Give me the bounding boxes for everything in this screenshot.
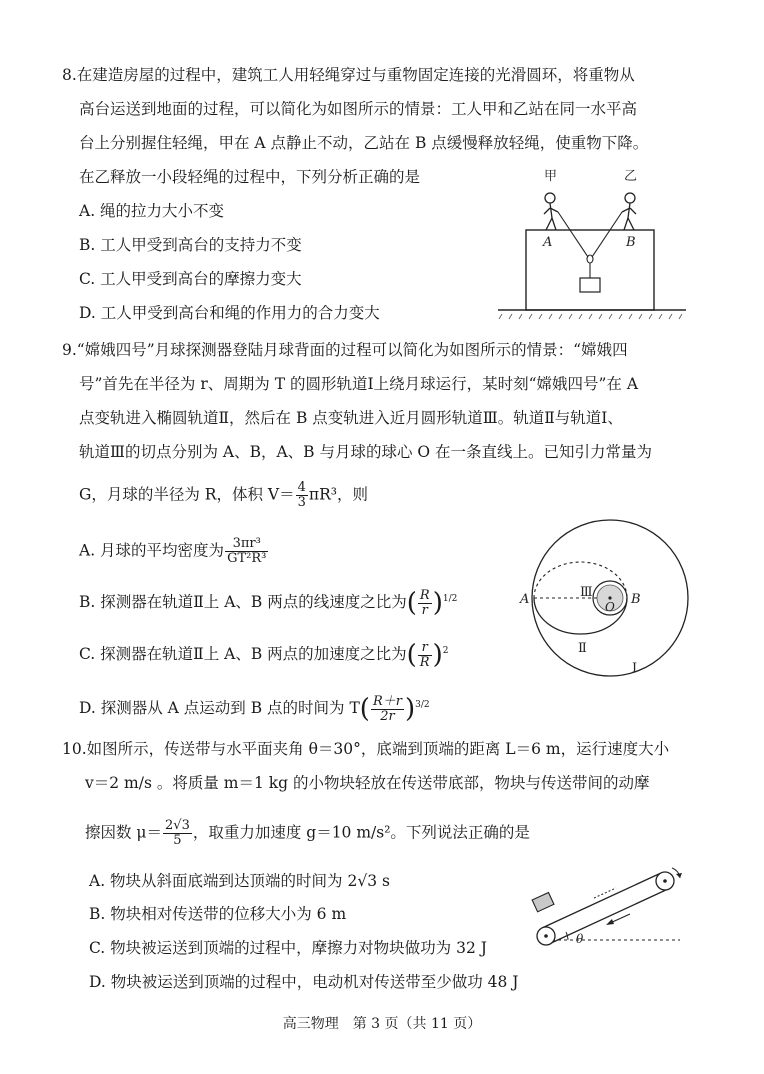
q8-line-3: 台上分别握住轻绳，甲在 A 点静止不动，乙站在 B 点缓慢释放轻绳，使重物下降。	[79, 134, 649, 152]
q8-option-c: C. 工人甲受到高台的摩擦力变大	[79, 270, 302, 288]
q9-line-5	[79, 481, 368, 510]
mu-fraction: $\frac{2√3}{5}$	[165, 818, 190, 848]
label-yi: 乙	[624, 169, 638, 184]
q9-line-5-prefix: G，月球的半径为 R，体积 V＝	[79, 485, 295, 504]
q9-line-4: 轨道Ⅲ的切点分别为 A、B，A、B 与月球的球心 O 在一条直线上。已知引力常量为	[79, 443, 653, 461]
label-orbit-3: Ⅲ	[580, 585, 593, 600]
q8-option-b: B. 工人甲受到高台的支持力不变	[79, 236, 302, 254]
label-orbit-2: Ⅱ	[578, 641, 587, 656]
q10-line-2: v＝2 m/s 。将质量 m＝1 kg 的小物块轻放在传送带底部，物块与传送带间的动摩	[85, 774, 650, 792]
q9-line-1: 9.“嫦娥四号”月球探测器登陆月球背面的过程可以简化为如图所示的情景：“嫦娥四	[62, 341, 628, 359]
label-orbit-1: Ⅰ	[632, 661, 638, 676]
label-theta: θ	[576, 932, 584, 946]
q9-option-c: C. 探测器在轨道Ⅱ上 A、B 两点的加速度之比为( $\frac{r}{R}$ )$^2$	[79, 639, 449, 671]
volume-fraction: $\frac{4}{3}$	[297, 480, 306, 510]
q9-line-5-suffix: πR³，则	[308, 485, 368, 504]
q9-option-d: D. 探测器从 A 点运动到 B 点的时间为 T( $\frac{R+r}{2r}$ )$^{3/2}$	[79, 693, 430, 725]
label-o: O	[605, 600, 615, 614]
label-a: A	[520, 592, 530, 607]
block-icon	[532, 892, 554, 911]
worker-jia-icon	[544, 193, 558, 230]
weight-box	[580, 278, 600, 292]
q8-line-2: 高台运送到地面的过程，可以简化为如图所示的情景：工人甲和乙站在同一水平高	[79, 100, 638, 118]
label-b: B	[626, 235, 636, 250]
ring	[587, 255, 593, 263]
q8-line-1: 8.在建造房屋的过程中，建筑工人用轻绳穿过与重物固定连接的光滑圆环，将重物从	[62, 66, 635, 84]
worker-yi-icon	[622, 193, 636, 230]
label-a: A	[543, 235, 553, 250]
density-fraction: $\frac{\text{3πr³}}{\text{GT²R³}}$	[227, 536, 267, 566]
q9-option-b: B. 探测器在轨道Ⅱ上 A、B 两点的线速度之比为( $\frac{R}{r}$ )$^{1/2}$	[79, 587, 458, 619]
q8-option-d: D. 工人甲受到高台和绳的作用力的合力变大	[79, 304, 380, 322]
page-footer: 高三物理 第 3 页（共 11 页）	[282, 1016, 482, 1032]
q9-figure	[510, 510, 700, 690]
rope-left	[558, 212, 588, 257]
label-jia: 甲	[544, 169, 558, 184]
q9-line-2: 号”首先在半径为 r、周期为 T 的圆形轨道Ⅰ上绕月球运行，某时刻“嫦娥四号”在 A	[79, 375, 639, 393]
q8-option-a: A. 绳的拉力大小不变	[79, 202, 225, 220]
q9-line-3: 点变轨进入椭圆轨道Ⅱ，然后在 B 点变轨进入近月圆形轨道Ⅲ。轨道Ⅱ与轨道Ⅰ、	[79, 409, 623, 427]
q10-figure	[522, 860, 692, 955]
q10-option-b: B. 物块相对传送带的位移大小为 6 m	[89, 905, 347, 923]
q10-line-3: 擦因数 μ＝ $\frac{2√3}{5}$ ，取重力加速度 g＝10 m/s²。下列说法正确的是	[85, 818, 530, 848]
q10-line-1: 10.如图所示，传送带与水平面夹角 θ＝30°，底端到顶端的距离 L＝6 m，运行速度大小	[62, 740, 670, 758]
label-b: B	[631, 592, 641, 607]
q8-line-4: 在乙释放一小段轻绳的过程中，下列分析正确的是	[79, 168, 421, 186]
q10-option-d: D. 物块被运送到顶端的过程中，电动机对传送带至少做功 48 J	[89, 973, 519, 991]
q10-option-c: C. 物块被运送到顶端的过程中，摩擦力对物块做功为 32 J	[89, 939, 487, 957]
q8-figure	[490, 160, 690, 330]
rope-right	[592, 212, 622, 257]
q9-option-a: A. 月球的平均密度为 $\frac{\text{3πr³}}{\text{GT²R³}}$	[79, 536, 267, 566]
q10-option-a: A. 物块从斜面底端到达顶端的时间为 2√3 s	[89, 872, 390, 890]
